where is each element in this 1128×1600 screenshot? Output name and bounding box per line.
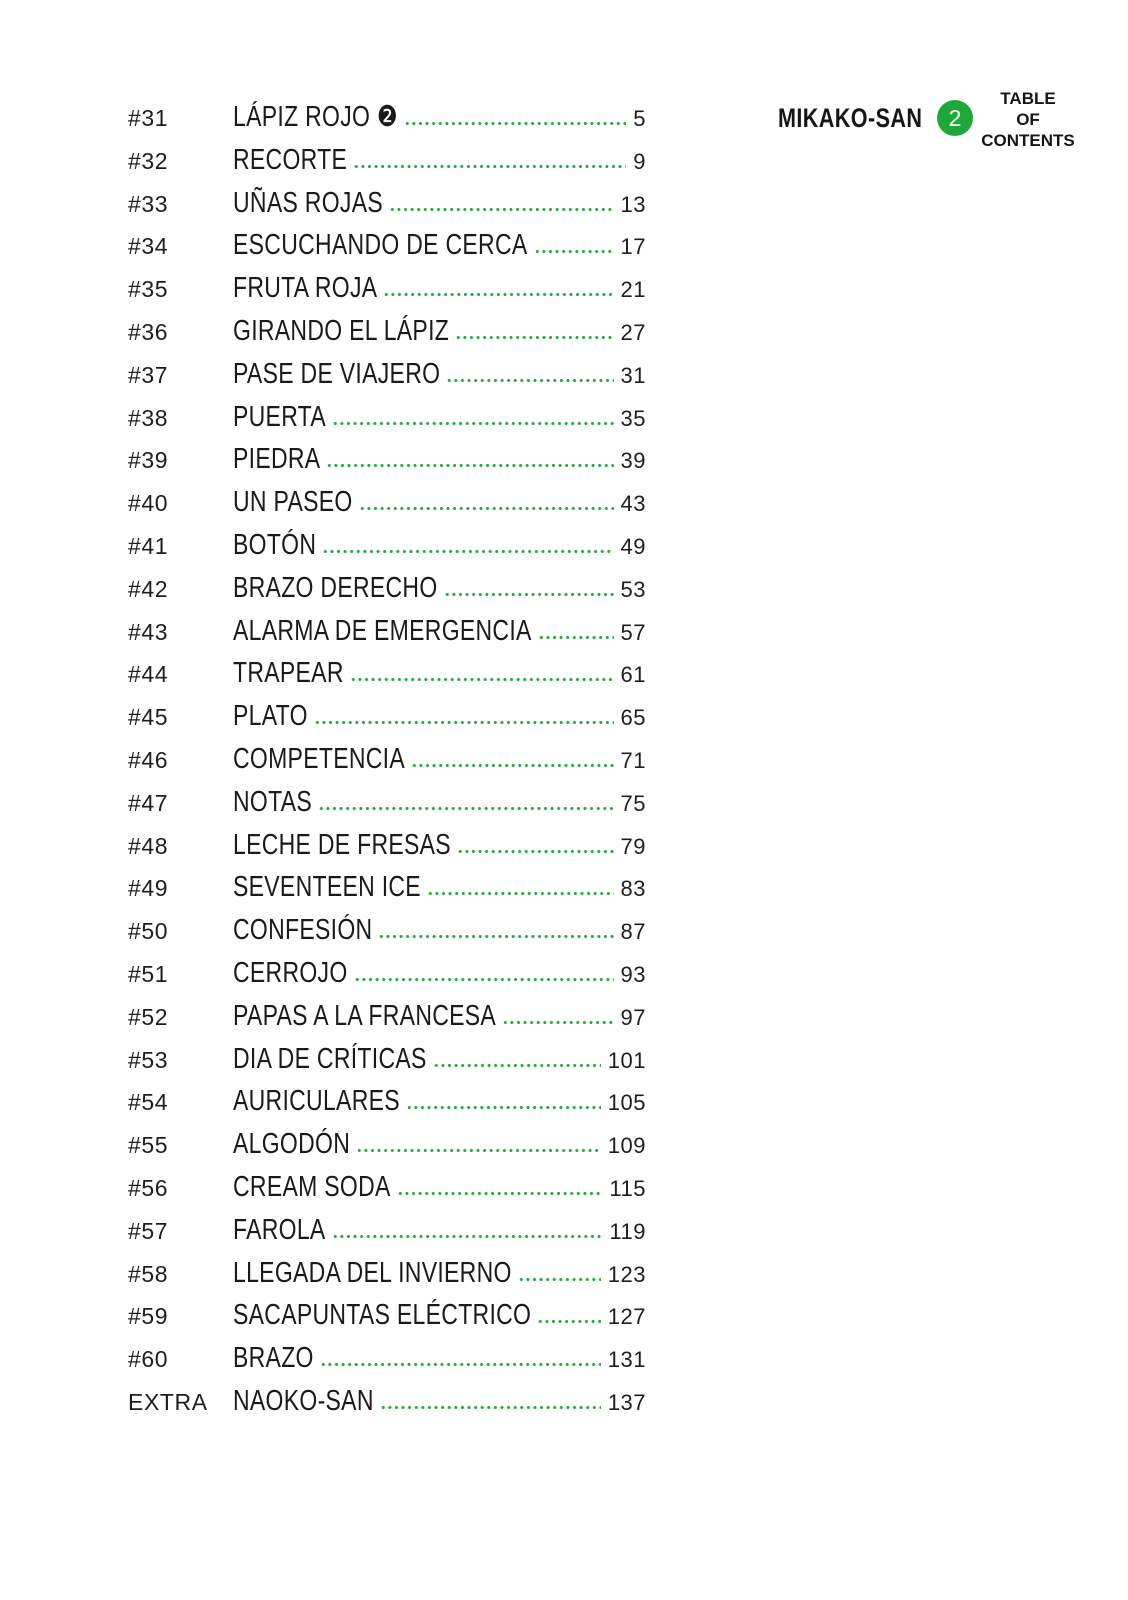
- chapter-title: NOTAS: [233, 784, 313, 817]
- page-number: 83: [620, 876, 646, 902]
- dot-leader: [350, 677, 614, 682]
- dot-leader: [537, 1319, 601, 1324]
- chapter-number: #31: [128, 105, 169, 131]
- chapter-title: TRAPEAR: [233, 656, 344, 689]
- chapter-number: #37: [128, 361, 169, 388]
- page-number: 39: [620, 448, 646, 474]
- chapter-title: SACAPUNTAS ELÉCTRICO: [233, 1298, 532, 1331]
- dot-leader: [411, 763, 614, 768]
- toc-row: [128, 482, 646, 525]
- chapter-title: CONFESIÓN: [233, 912, 373, 946]
- volume-badge: 2: [937, 100, 973, 136]
- chapter-title: LLEGADA DEL INVIERNO: [233, 1255, 512, 1288]
- chapter-title: SEVENTEEN ICE: [233, 870, 421, 903]
- chapter-title: DIA DE CRÍTICAS: [233, 1041, 427, 1074]
- chapter-title: FAROLA: [233, 1212, 326, 1245]
- page-number: 21: [620, 277, 646, 303]
- chapter-number: #56: [128, 1174, 169, 1201]
- page-number: 17: [620, 234, 646, 260]
- chapter-title: PASE DE VIAJERO: [233, 356, 441, 390]
- page-number: 65: [620, 705, 646, 731]
- chapter-title: LÁPIZ ROJO ❷: [233, 99, 398, 133]
- dot-leader: [320, 1362, 601, 1367]
- page-number: 13: [620, 191, 646, 217]
- page-number: 101: [607, 1047, 646, 1073]
- chapter-number: #55: [128, 1132, 169, 1159]
- page-number: 97: [620, 1004, 646, 1030]
- chapter-number: #43: [128, 618, 169, 645]
- chapter-title: UN PASEO: [233, 484, 353, 518]
- chapter-title: ALGODÓN: [233, 1126, 351, 1160]
- chapter-number: #53: [128, 1046, 169, 1073]
- page-number: 93: [620, 961, 646, 987]
- toc-row: [128, 910, 646, 953]
- dot-leader: [389, 207, 614, 212]
- page-number: 27: [620, 319, 646, 345]
- dot-leader: [433, 1063, 601, 1068]
- page-number: 49: [620, 533, 646, 559]
- toc-row: [128, 611, 646, 654]
- chapter-title: ALARMA DE EMERGENCIA: [233, 613, 532, 646]
- chapter-number: #44: [128, 661, 169, 688]
- page-number: 61: [620, 662, 646, 688]
- chapter-title: FRUTA ROJA: [233, 270, 378, 304]
- toc-row: [128, 354, 646, 397]
- toc-row: [128, 97, 646, 140]
- dot-leader: [356, 1148, 601, 1153]
- page-number: 9: [633, 148, 646, 174]
- page-number: 123: [607, 1261, 646, 1287]
- page-number: 137: [607, 1389, 646, 1415]
- chapter-number: #46: [128, 746, 169, 773]
- chapter-title: CERROJO: [233, 955, 348, 989]
- chapter-number: #42: [128, 575, 169, 602]
- page-number: 31: [620, 362, 646, 388]
- page-number: 57: [620, 619, 646, 645]
- chapter-number: EXTRA: [128, 1388, 208, 1415]
- chapter-title: AURICULARES: [233, 1084, 400, 1117]
- chapter-number: #47: [128, 789, 169, 816]
- page-number: 79: [620, 833, 646, 859]
- page-number: 127: [607, 1304, 646, 1330]
- page-number: 131: [607, 1347, 646, 1373]
- toc-row: [128, 1338, 646, 1381]
- dot-leader: [354, 977, 614, 982]
- chapter-title: ESCUCHANDO DE CERCA: [233, 228, 528, 261]
- dot-leader: [332, 1234, 603, 1239]
- dot-leader: [322, 549, 613, 554]
- chapter-title: COMPETENCIA: [233, 741, 405, 775]
- dot-leader: [518, 1277, 601, 1282]
- chapter-number: #48: [128, 832, 169, 859]
- chapter-title: GIRANDO EL LÁPIZ: [233, 313, 450, 347]
- toc-row: [128, 1081, 646, 1124]
- chapter-title: LECHE DE FRESAS: [233, 827, 451, 860]
- dot-leader: [457, 849, 614, 854]
- toc-row: [128, 140, 646, 183]
- chapter-title: BRAZO: [233, 1340, 314, 1374]
- page-number: 109: [607, 1133, 646, 1159]
- toc-label: [978, 88, 1078, 151]
- dot-leader: [380, 1405, 601, 1410]
- dot-leader: [326, 463, 613, 468]
- chapter-title: BRAZO DERECHO: [233, 570, 438, 603]
- chapter-number: #38: [128, 404, 169, 431]
- dot-leader: [406, 1105, 601, 1110]
- chapter-number: #51: [128, 960, 169, 987]
- page-number: 105: [607, 1090, 646, 1116]
- chapter-number: #52: [128, 1003, 169, 1030]
- chapter-number: #32: [128, 147, 169, 174]
- chapter-title: UÑAS ROJAS: [233, 185, 383, 218]
- page-number: 87: [620, 919, 646, 945]
- dot-leader: [353, 164, 626, 169]
- toc-row: [128, 1381, 646, 1424]
- page-number: 53: [620, 576, 646, 602]
- page-number: 5: [633, 106, 646, 131]
- toc-row: [128, 653, 646, 696]
- chapter-title: PAPAS A LA FRANCESA: [233, 998, 497, 1031]
- toc-list: [128, 97, 646, 1424]
- chapter-title: PLATO: [233, 698, 308, 732]
- chapter-title: PUERTA: [233, 399, 326, 432]
- chapter-number: #34: [128, 233, 169, 260]
- toc-label-line: OF: [1016, 110, 1040, 129]
- chapter-number: #40: [128, 490, 169, 517]
- chapter-title: NAOKO-SAN: [233, 1383, 374, 1417]
- dot-leader: [332, 421, 614, 426]
- dot-leader: [534, 249, 614, 254]
- page-number: 43: [620, 491, 646, 517]
- chapter-number: #45: [128, 704, 169, 731]
- chapter-number: #33: [128, 190, 169, 217]
- chapter-number: #50: [128, 918, 169, 945]
- toc-row: [128, 439, 646, 482]
- dot-leader: [359, 506, 614, 511]
- toc-row: [128, 1167, 646, 1210]
- dot-leader: [502, 1020, 613, 1025]
- page-number: 119: [609, 1218, 646, 1244]
- chapter-number: #57: [128, 1217, 169, 1244]
- dot-leader: [378, 934, 613, 939]
- chapter-number: #35: [128, 276, 169, 303]
- toc-row: [128, 397, 646, 440]
- chapter-title: BOTÓN: [233, 527, 317, 561]
- dot-leader: [538, 635, 614, 640]
- dot-leader: [318, 806, 613, 811]
- toc-row: [128, 867, 646, 910]
- toc-row: [128, 225, 646, 268]
- toc-row: [128, 739, 646, 782]
- dot-leader: [314, 720, 614, 725]
- toc-label-line: CONTENTS: [981, 131, 1075, 150]
- chapter-number: #39: [128, 447, 169, 474]
- dot-leader: [427, 891, 614, 896]
- page-number: 75: [620, 790, 646, 816]
- chapter-title: RECORTE: [233, 142, 348, 176]
- chapter-number: #36: [128, 318, 169, 345]
- chapter-number: #49: [128, 875, 169, 902]
- toc-row: [128, 1295, 646, 1338]
- chapter-number: #54: [128, 1089, 169, 1116]
- chapter-number: #41: [128, 532, 169, 559]
- chapter-number: #59: [128, 1303, 169, 1330]
- dot-leader: [397, 1191, 603, 1196]
- chapter-number: #60: [128, 1346, 169, 1373]
- dot-leader: [404, 121, 626, 126]
- toc-label-line: TABLE: [1000, 89, 1056, 108]
- page-number: 35: [620, 405, 646, 431]
- dot-leader: [446, 378, 613, 383]
- page-number: 71: [620, 747, 646, 773]
- chapter-title: CREAM SODA: [233, 1169, 391, 1203]
- page-number: 115: [609, 1175, 646, 1201]
- chapter-number: #58: [128, 1260, 169, 1287]
- dot-leader: [444, 592, 614, 597]
- series-title: MIKAKO-SAN: [778, 103, 923, 133]
- dot-leader: [455, 335, 613, 340]
- chapter-title: PIEDRA: [233, 442, 321, 475]
- dot-leader: [383, 292, 613, 297]
